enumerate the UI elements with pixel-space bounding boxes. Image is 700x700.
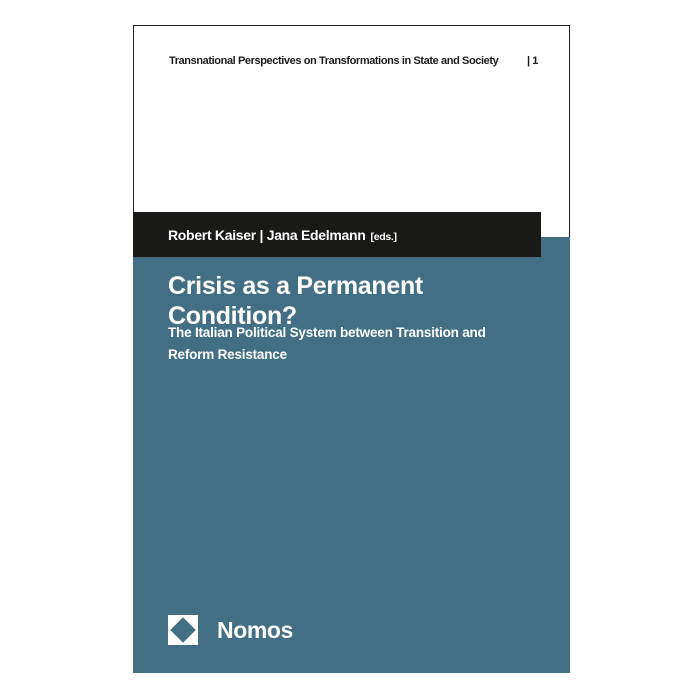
publisher-logo-row	[168, 615, 293, 645]
book-subtitle	[168, 322, 528, 366]
nomos-diamond-icon	[168, 615, 198, 645]
series-title: Transnational Perspectives on Transformations in State and Society	[169, 55, 499, 67]
subtitle-line-2: Reform Resistance	[168, 347, 287, 362]
editors-band	[133, 212, 541, 257]
publisher-wordmark: Nomos	[217, 616, 293, 643]
book-title: Crisis as a Permanent Condition?	[168, 272, 423, 330]
series-panel	[133, 25, 570, 237]
series-volume-number: | 1	[526, 55, 538, 67]
series-row	[169, 54, 538, 68]
editors-line	[168, 227, 397, 243]
book-cover	[133, 25, 570, 673]
editors-suffix: [eds.]	[370, 230, 397, 243]
diamond-shape	[170, 617, 195, 642]
editors-names: Robert Kaiser | Jana Edelmann	[168, 226, 366, 243]
subtitle-line-1: The Italian Political System between Transition and	[168, 325, 486, 340]
